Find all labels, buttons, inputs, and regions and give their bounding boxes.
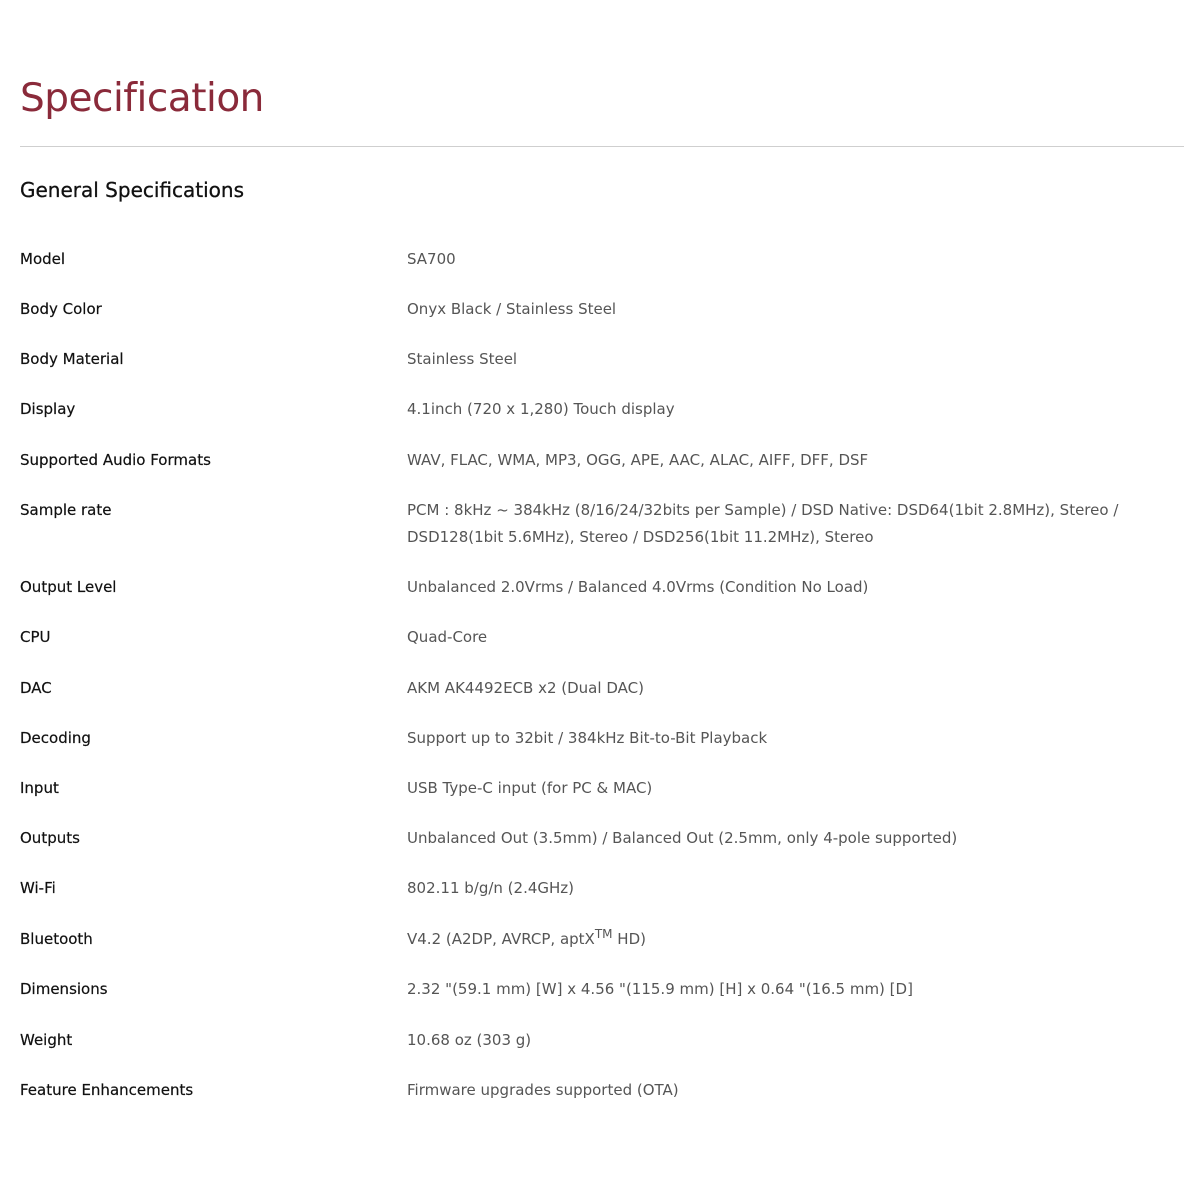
spec-row-audio-formats [20,447,1160,497]
spec-label: Decoding [20,729,91,747]
spec-row-model [20,246,1160,296]
spec-row-output-level [20,574,1160,624]
spec-row-outputs [20,825,1160,875]
spec-row-display [20,396,1160,447]
spec-label: DAC [20,679,52,697]
spec-label: Input [20,779,59,797]
spec-value: Stainless Steel [407,350,518,368]
spec-value: Onyx Black / Stainless Steel [407,300,617,318]
spec-value: 802.11 b/g/n (2.4GHz) [407,879,575,897]
spec-label: Body Color [20,300,102,318]
spec-value: Quad-Core [407,628,488,646]
spec-value-suffix: HD) [612,930,646,948]
spec-row-sample-rate [20,497,1160,574]
spec-label: CPU [20,628,51,646]
spec-value: WAV, FLAC, WMA, MP3, OGG, APE, AAC, ALAC, AIFF, DFF, DSF [407,451,869,469]
spec-value [407,926,1137,953]
spec-label: Sample rate [20,501,112,519]
spec-label: Feature Enhancements [20,1081,194,1099]
spec-value: AKM AK4492ECB x2 (Dual DAC) [407,679,644,697]
spec-row-input [20,775,1160,825]
spec-label: Dimensions [20,980,108,998]
title-divider [20,146,1184,147]
spec-value-text: V4.2 (A2DP, AVRCP, aptX [407,930,595,948]
spec-row-decoding [20,725,1160,775]
spec-value: Support up to 32bit / 384kHz Bit-to-Bit Playback [407,729,768,747]
spec-value: Firmware upgrades supported (OTA) [407,1081,679,1099]
spec-label: Outputs [20,829,80,847]
trademark-superscript: TM [594,927,613,941]
spec-value: 2.32 "(59.1 mm) [W] x 4.56 "(115.9 mm) [H] x 0.64 "(16.5 mm) [D] [407,980,913,998]
spec-table [20,246,1160,1127]
spec-label: Display [20,400,76,418]
spec-row-feature-enhancements [20,1077,1160,1127]
spec-label: Output Level [20,578,117,596]
spec-value: SA700 [407,250,456,268]
spec-value: Unbalanced Out (3.5mm) / Balanced Out (2.5mm, only 4-pole supported) [407,829,958,847]
spec-value: 10.68 oz (303 g) [407,1031,532,1049]
spec-value: Unbalanced 2.0Vrms / Balanced 4.0Vrms (Condition No Load) [407,578,869,596]
spec-label: Bluetooth [20,930,93,948]
spec-value: USB Type-C input (for PC & MAC) [407,779,653,797]
spec-row-body-color [20,296,1160,346]
spec-row-weight [20,1027,1160,1077]
spec-label: Supported Audio Formats [20,451,211,469]
spec-row-bluetooth [20,926,1160,976]
section-title: General Specifications [20,178,245,202]
spec-row-wifi [20,875,1160,926]
spec-value: 4.1inch (720 x 1,280) Touch display [407,400,675,418]
spec-row-dac [20,675,1160,725]
spec-row-cpu [20,624,1160,675]
spec-row-dimensions [20,976,1160,1027]
spec-row-body-material [20,346,1160,396]
spec-label: Body Material [20,350,124,368]
spec-label: Wi-Fi [20,879,56,897]
spec-value: PCM : 8kHz ~ 384kHz (8/16/24/32bits per Sample) / DSD Native: DSD64(1bit 2.8MHz), Stereo / DSD128(1bit 5.6MHz), Stereo / DSD256(1bit 11.2MHz), Stereo [407,501,1119,546]
page-title: Specification [20,76,264,121]
spec-label: Model [20,250,66,268]
spec-label: Weight [20,1031,73,1049]
